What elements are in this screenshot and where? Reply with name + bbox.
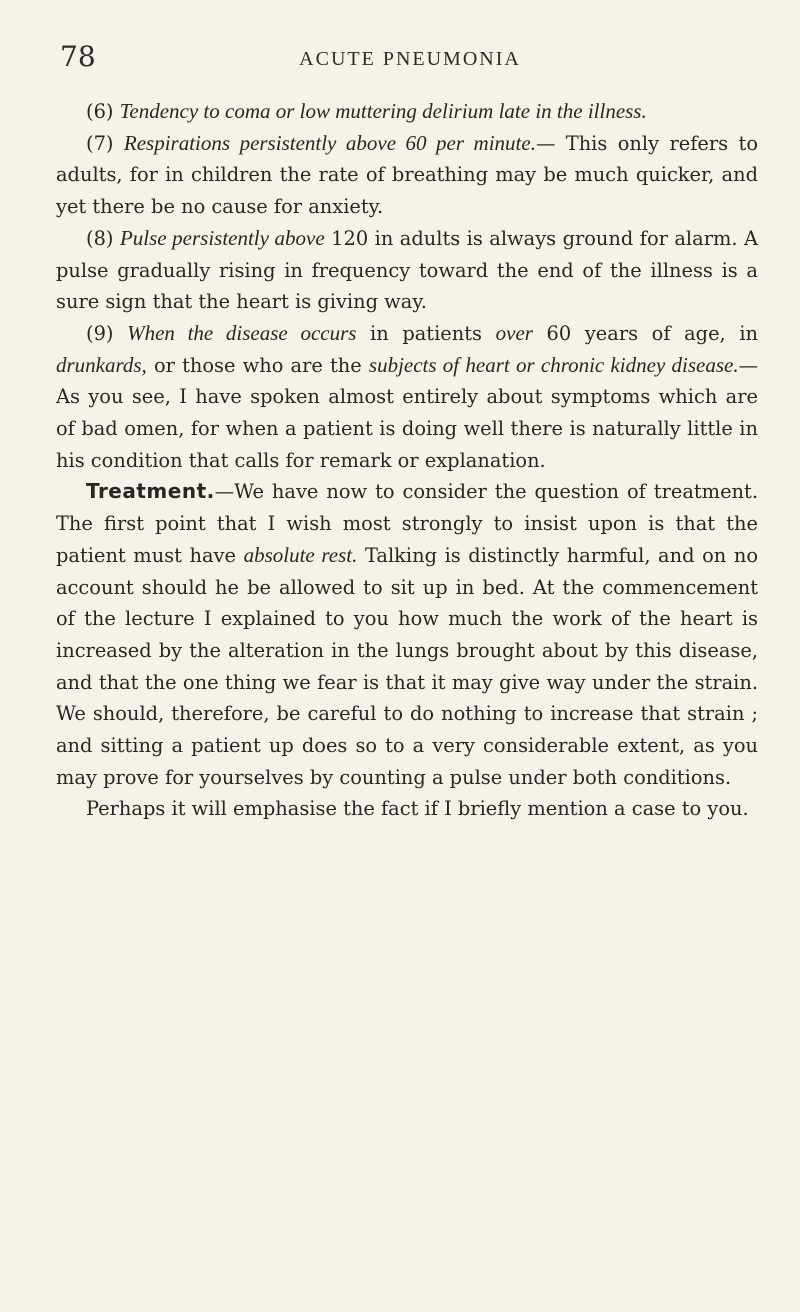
paragraph-last (56, 793, 758, 825)
paragraph-text: 60 years of age, in (532, 321, 759, 345)
paragraph-text: —As you see, I have spoken almost entirely about symptoms which are of bad omen, for when a patient is doing well there is naturally little in his condition that calls for remark or explanation. (56, 353, 758, 472)
paragraph-6 (56, 96, 758, 128)
paragraph-8 (56, 223, 758, 318)
paragraph-text: in patients (356, 321, 496, 345)
section-heading: Treatment. (86, 479, 215, 504)
italic-text: subjects of heart or chronic kidney disease. (368, 352, 739, 377)
italic-text: over (495, 320, 533, 345)
item-number: (8) (86, 226, 114, 250)
paragraph-text: 120 in adults is always ground for alarm. A pulse gradually rising in frequency toward the end of the illness is a sure sign that the heart is giving way. (56, 226, 758, 314)
paragraph-treatment (56, 476, 758, 793)
italic-text: Pulse persistently above (119, 225, 325, 250)
running-head: ACUTE PNEUMONIA (299, 48, 521, 70)
body-text (56, 96, 758, 825)
italic-text: drunkards, (56, 352, 147, 377)
paragraph-text: or those who are the (146, 353, 369, 377)
paragraph-text: Perhaps it will emphasise the fact if I briefly mention a case to you. (86, 797, 749, 821)
item-number: (9) (86, 321, 114, 345)
italic-text: absolute rest. (243, 542, 358, 567)
item-number: (7) (86, 131, 114, 155)
paragraph-text: Talking is distinctly harmful, and on no account should he be allowed to sit up in bed. At the commencement of the lecture I explained to you how much the work of the heart is increased by the alteration in the lungs brought about by this disease, and that the one thing we fear is that it may give way under the strain. We should, therefore, be careful to do nothing to increase that strain ; and sitting a patient up does so to a very considerable extent, as you may prove for yourselves by counting a pulse under both conditions. (56, 543, 759, 789)
page-number: 78 (60, 40, 96, 73)
page-header (60, 40, 760, 80)
italic-text: Tendency to coma or low muttering delirium late in the illness. (119, 99, 647, 123)
paragraph-7 (56, 128, 758, 223)
italic-text: When the disease occurs (127, 320, 357, 345)
italic-text: Respirations persistently above 60 per minute. (123, 130, 536, 155)
paragraph-text: — This only refers to adults, for in children the rate of breathing may be much quicker, and yet there be no cause for anxiety. (56, 131, 758, 219)
paragraph-text: —We have now to consider the question of treatment. The first point that I wish most strongly to insist upon is that the patient must have (56, 480, 758, 567)
item-number: (6) (86, 100, 114, 123)
paragraph-9 (56, 318, 758, 477)
